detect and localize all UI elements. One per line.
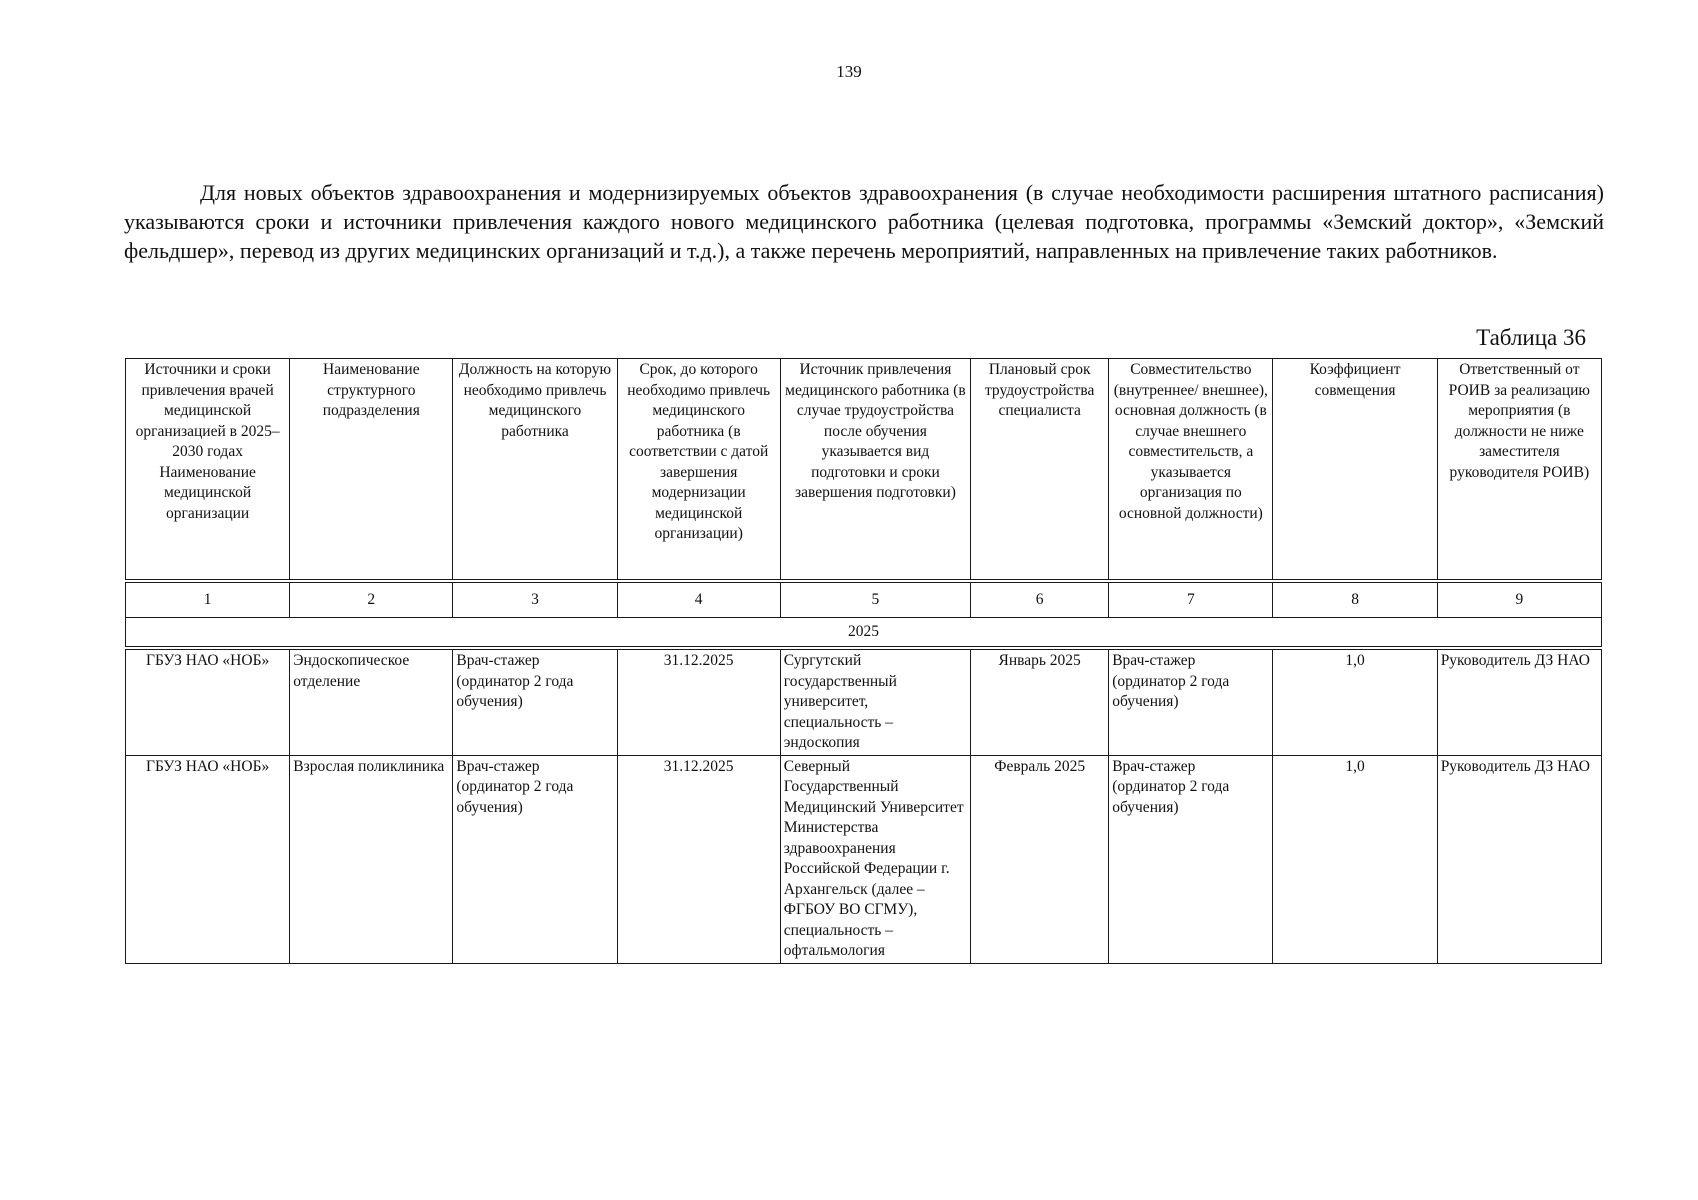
column-number: 9 [1437, 583, 1601, 618]
header-cell: Источники и сроки привлечения врачей медицинской организацией в 2025–2030 годах Наименование медицинской организации [126, 359, 290, 580]
responsible-cell: Руководитель ДЗ НАО [1437, 755, 1601, 963]
coefficient-cell: 1,0 [1273, 755, 1437, 963]
planned-date-cell: Февраль 2025 [971, 755, 1109, 963]
header-cell: Должность на которую необходимо привлечь медицинского работника [453, 359, 617, 580]
department-cell: Взрослая поликлиника [290, 755, 453, 963]
column-number: 7 [1109, 583, 1273, 618]
intro-paragraph: Для новых объектов здравоохранения и модернизируемых объектов здравоохранения (в случае необходимости расширения штатного расписания) указываются сроки и источники привлечения каждого нового медицинского работника (целевая подготовка, программы «Земский доктор», «Земский фельдшер», перевод из других медицинских организаций и т.д.), а также перечень мероприятий, направленных на привлечение таких работников. [124, 180, 1604, 263]
header-cell: Плановый срок трудоустройства специалиста [971, 359, 1109, 580]
source-cell: Сургутский государственный университет, специальность – эндоскопия [780, 650, 970, 756]
year-row [126, 618, 1602, 647]
header-cell: Ответственный от РОИВ за реализацию мероприятия (в должности не ниже заместителя руководителя РОИВ) [1437, 359, 1601, 580]
header-cell: Наименование структурного подразделения [290, 359, 453, 580]
column-number: 6 [971, 583, 1109, 618]
header-cell: Коэффициент совмещения [1273, 359, 1437, 580]
table-row [126, 755, 1602, 963]
staffing-table [125, 358, 1602, 964]
header-row [126, 359, 1602, 580]
organization-cell: ГБУЗ НАО «НОБ» [126, 755, 290, 963]
combination-cell: Врач-стажер (ординатор 2 года обучения) [1109, 650, 1273, 756]
column-number: 3 [453, 583, 617, 618]
column-number: 5 [780, 583, 970, 618]
table-caption: Таблица 36 [1476, 325, 1586, 350]
column-number-row [126, 583, 1602, 618]
year-label: 2025 [126, 618, 1602, 647]
page-number: 139 [836, 62, 862, 81]
deadline-cell: 31.12.2025 [617, 650, 780, 756]
position-cell: Врач-стажер (ординатор 2 года обучения) [453, 755, 617, 963]
source-cell: Северный Государственный Медицинский Университет Министерства здравоохранения Российской Федерации г. Архангельск (далее – ФГБОУ ВО СГМУ), специальность – офтальмология [780, 755, 970, 963]
deadline-cell: 31.12.2025 [617, 755, 780, 963]
organization-cell: ГБУЗ НАО «НОБ» [126, 650, 290, 756]
department-cell: Эндоскопическое отделение [290, 650, 453, 756]
header-cell: Источник привлечения медицинского работника (в случае трудоустройства после обучения указывается вид подготовки и сроки завершения подготовки) [780, 359, 970, 580]
column-number: 1 [126, 583, 290, 618]
column-number: 8 [1273, 583, 1437, 618]
combination-cell: Врач-стажер (ординатор 2 года обучения) [1109, 755, 1273, 963]
header-cell: Совместительство (внутреннее/ внешнее), основная должность (в случае внешнего совместительств, а указывается организация по основной должности) [1109, 359, 1273, 580]
position-cell: Врач-стажер (ординатор 2 года обучения) [453, 650, 617, 756]
planned-date-cell: Январь 2025 [971, 650, 1109, 756]
column-number: 4 [617, 583, 780, 618]
coefficient-cell: 1,0 [1273, 650, 1437, 756]
header-cell: Срок, до которого необходимо привлечь медицинского работника (в соответствии с датой завершения модернизации медицинской организации) [617, 359, 780, 580]
responsible-cell: Руководитель ДЗ НАО [1437, 650, 1601, 756]
table-row [126, 650, 1602, 756]
column-number: 2 [290, 583, 453, 618]
